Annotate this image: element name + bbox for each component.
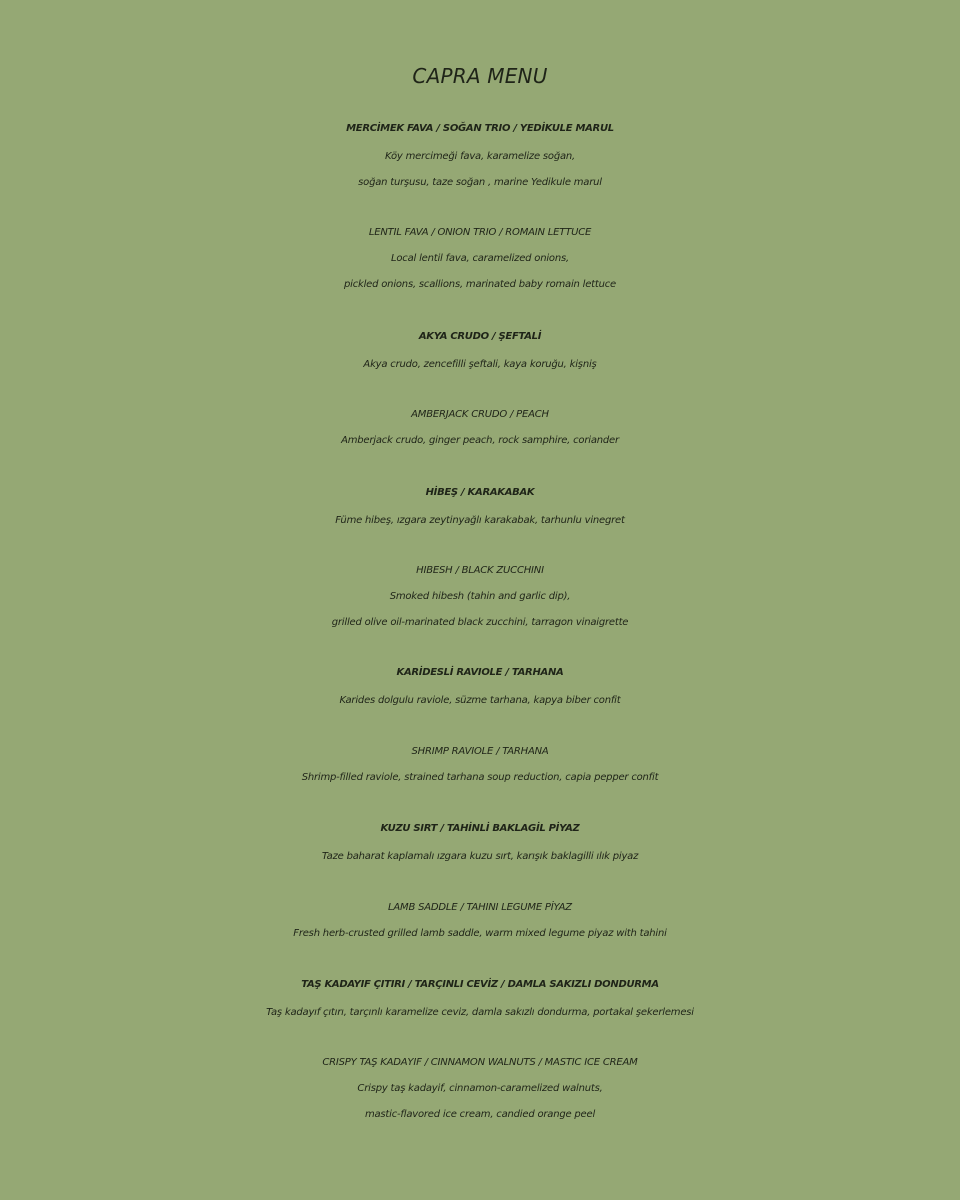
dish-name-en: LAMB SADDLE / TAHINI LEGUME PİYAZ [388, 902, 572, 913]
dish-name-tr: KARİDESLİ RAVIOLE / TARHANA [396, 667, 564, 678]
dish-tr-hibes [0, 478, 960, 534]
dish-description-line: Shrimp-filled raviole, strained tarhana soup reduction, capia pepper confit [301, 772, 659, 783]
dish-tr-karidesli-raviole [0, 658, 960, 714]
dish-description-line: Akya crudo, zencefilli şeftali, kaya koruğu, kişniş [363, 359, 597, 370]
dish-name-tr: MERCİMEK FAVA / SOĞAN TRIO / YEDİKULE MARUL [346, 123, 614, 134]
dish-tr-akya-crudo [0, 322, 960, 378]
dish-description-line: Füme hibeş, ızgara zeytinyağlı karakabak, tarhunlu vinegret [335, 515, 625, 526]
dish-tr-lentil-fava [0, 114, 960, 196]
dish-name-tr: HİBEŞ / KARAKABAK [425, 487, 535, 498]
dish-description-line: Local lentil fava, caramelized onions, [391, 253, 569, 264]
dish-description-line: Taze baharat kaplamalı ızgara kuzu sırt, karışık baklagilli ılık piyaz [321, 851, 639, 862]
dish-en-amberjack-crudo [0, 402, 960, 454]
dish-name-en: HIBESH / BLACK ZUCCHINI [416, 565, 544, 576]
dish-description-line: pickled onions, scallions, marinated baby romain lettuce [343, 279, 617, 290]
dish-description-line: Smoked hibesh (tahin and garlic dip), [389, 591, 571, 602]
dish-description-line: Amberjack crudo, ginger peach, rock samphire, coriander [341, 435, 619, 446]
dish-name-tr: AKYA CRUDO / ŞEFTALİ [418, 331, 542, 342]
dish-tr-kuzu-sirt [0, 814, 960, 870]
dish-en-lamb-saddle [0, 895, 960, 947]
dish-name-tr: TAŞ KADAYIF ÇITIRI / TARÇINLI CEVİZ / DAMLA SAKIZLI DONDURMA [301, 979, 659, 990]
dish-name-tr: KUZU SIRT / TAHİNLİ BAKLAGİL PİYAZ [380, 823, 580, 834]
dish-en-lentil-fava [0, 220, 960, 298]
dish-description-line: soğan turşusu, taze soğan , marine Yedikule marul [358, 177, 602, 188]
menu-title: CAPRA MENU [412, 64, 548, 88]
dish-description-line: Fresh herb-crusted grilled lamb saddle, warm mixed legume piyaz with tahini [293, 928, 667, 939]
dish-description-line: Köy mercimeği fava, karamelize soğan, [384, 151, 576, 162]
dish-description-line: Karides dolgulu raviole, süzme tarhana, kapya biber confit [339, 695, 621, 706]
dish-name-en: LENTIL FAVA / ONION TRIO / ROMAIN LETTUCE [368, 227, 592, 238]
dish-description-line: grilled olive oil-marinated black zucchini, tarragon vinaigrette [331, 617, 629, 628]
dish-name-en: AMBERJACK CRUDO / PEACH [411, 409, 549, 420]
dish-description-line: Taş kadayıf çıtırı, tarçınlı karamelize ceviz, damla sakızlı dondurma, portakal şekerlemesi [266, 1007, 694, 1018]
dish-en-hibesh [0, 558, 960, 636]
dish-description-line: Crispy taş kadayif, cinnamon-caramelized walnuts, [357, 1083, 603, 1094]
dish-en-shrimp-raviole [0, 739, 960, 791]
dish-description-line: mastic-flavored ice cream, candied orange peel [364, 1109, 596, 1120]
dish-name-en: SHRIMP RAVIOLE / TARHANA [411, 746, 549, 757]
dish-tr-tas-kadayif [0, 970, 960, 1026]
dish-en-crispy-tas-kadayif [0, 1050, 960, 1128]
dish-name-en: CRISPY TAŞ KADAYIF / CINNAMON WALNUTS / MASTIC ICE CREAM [322, 1057, 638, 1068]
